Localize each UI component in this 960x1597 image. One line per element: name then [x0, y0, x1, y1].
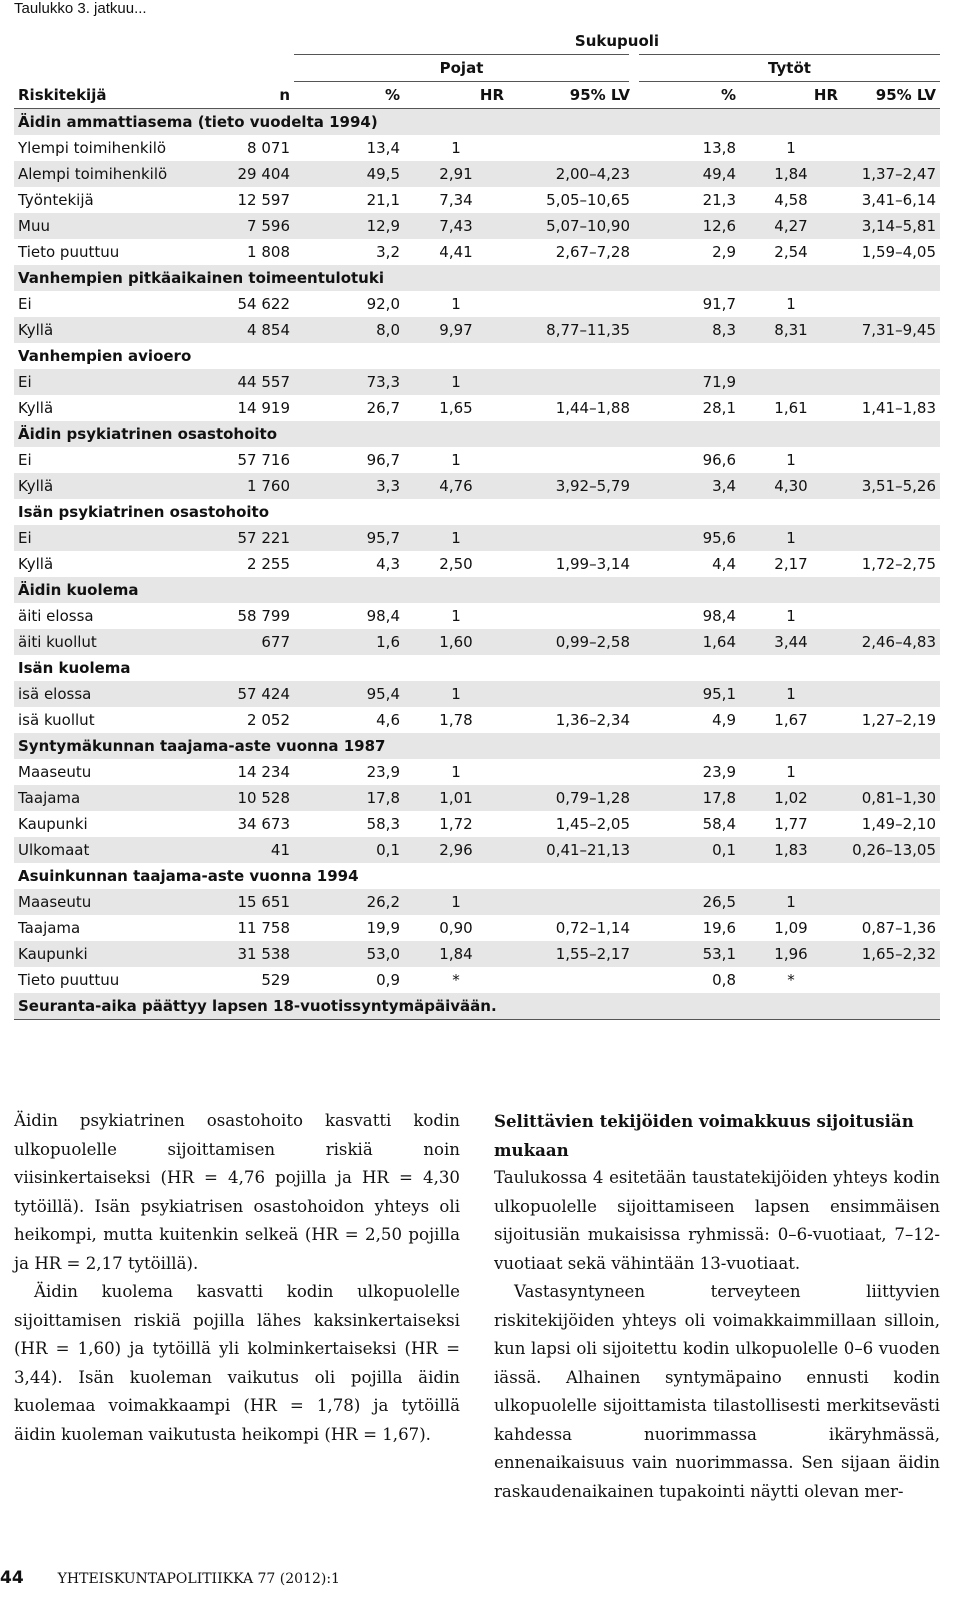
- table-row: [14, 135, 940, 161]
- cell-g-hr: 1: [786, 451, 796, 469]
- paragraph: Vastasyntyneen terveyteen liittyvien riskitekijöiden yhteys oli voimakkaimmillaan silloin, kun lapsi oli sijoitettu kodin ulkopuolelle 0–6 vuoden iässä. Alhainen syntymäpaino ennusti kodin ulkopuolelle sijoittamista tilastollisesti merkitsevästi kahdessa nuorimmassa ikäryhmässä, ennenaikaisuus vain nuorimmassa. Sen sijaan äidin raskaudenaikainen tupakointi näytti olevan mer-: [494, 1282, 940, 1501]
- cell-b-pct: 19,9: [366, 919, 400, 937]
- cell-g-ci: [842, 681, 940, 707]
- header-sukupuoli: Sukupuoli: [294, 28, 940, 55]
- cell-g-hr: 1,67: [774, 711, 808, 729]
- cell-b-pct: 92,0: [366, 295, 400, 313]
- header-boys-hr: HR: [404, 82, 508, 109]
- header-n: n: [210, 82, 294, 109]
- cell-g-hr: 4,58: [774, 191, 808, 209]
- cell-label: Työntekijä: [18, 191, 94, 209]
- cell-n: 44 557: [210, 369, 294, 395]
- cell-g-ci: 3,14–5,81: [842, 213, 940, 239]
- cell-n: 14 919: [237, 399, 290, 417]
- cell-b-pct: 73,3: [294, 369, 404, 395]
- cell-b-ci: 1,44–1,88: [555, 399, 630, 417]
- cell-g-pct: 21,3: [702, 191, 736, 209]
- cell-label: Ylempi toimihenkilö: [18, 139, 167, 157]
- cell-label: Kyllä: [18, 399, 54, 417]
- cell-n: 11 758: [237, 919, 290, 937]
- cell-b-ci: 1,99–3,14: [555, 555, 630, 573]
- table-row: [14, 915, 940, 941]
- cell-g-hr: *: [787, 971, 795, 989]
- cell-b-pct: 0,9: [376, 971, 400, 989]
- cell-label: Maaseutu: [18, 763, 92, 781]
- cell-b-ci: [508, 681, 634, 707]
- section-heading: Selittävien tekijöiden voimakkuus sijoitusiän mukaan: [494, 1111, 914, 1160]
- table-section-row: [14, 109, 940, 136]
- cell-label: äiti kuollut: [14, 629, 210, 655]
- cell-b-hr: 7,43: [404, 213, 508, 239]
- cell-g-ci: [842, 447, 940, 473]
- cell-b-pct: 49,5: [294, 161, 404, 187]
- cell-g-hr: 8,31: [740, 317, 842, 343]
- cell-n: 54 622: [237, 295, 290, 313]
- header-girls-pct: %: [634, 82, 740, 109]
- table-row: [14, 811, 940, 837]
- table-row: [14, 525, 940, 551]
- cell-b-pct: 0,1: [294, 837, 404, 863]
- cell-b-ci: [508, 447, 634, 473]
- cell-g-ci: [842, 291, 940, 317]
- table-footnote-row: [14, 993, 940, 1020]
- table-row: [14, 551, 940, 577]
- cell-n: 41: [210, 837, 294, 863]
- cell-g-hr: 1: [786, 139, 796, 157]
- table-row: [14, 187, 940, 213]
- header-riskitekija: Riskitekijä: [14, 82, 210, 109]
- cell-n: 57 221: [210, 525, 294, 551]
- cell-b-ci: 8,77–11,35: [508, 317, 634, 343]
- cell-g-ci: [842, 889, 940, 915]
- table-footnote: Seuranta-aika päättyy lapsen 18-vuotissyntymäpäivään.: [14, 993, 940, 1020]
- paragraph: Äidin kuolema kasvatti kodin ulkopuolelle sijoittamisen riskiä pojilla lähes kaksinkertaiseksi (HR = 1,60) ja tytöillä yli kolminkertaiseksi (HR = 3,44). Isän kuoleman vaikutus oli pojilla äidin kuolemaa voimakkaampi (HR = 1,78) ja tytöillä äidin kuoleman vaikutusta heikompi (HR = 1,67).: [14, 1282, 460, 1444]
- table-section-row: [14, 265, 940, 291]
- cell-b-ci: 2,67–7,28: [555, 243, 630, 261]
- table-section-row: [14, 577, 940, 603]
- cell-n: 7 596: [210, 213, 294, 239]
- cell-b-hr: 1: [451, 763, 461, 781]
- table-section-row: [14, 733, 940, 759]
- cell-b-ci: 0,99–2,58: [508, 629, 634, 655]
- cell-b-ci: [508, 603, 634, 629]
- cell-n: 12 597: [237, 191, 290, 209]
- cell-b-ci: [508, 525, 634, 551]
- table-row: [14, 889, 940, 915]
- cell-g-pct: 12,6: [634, 213, 740, 239]
- cell-n: 29 404: [210, 161, 294, 187]
- cell-b-pct: 23,9: [366, 763, 400, 781]
- cell-b-pct: 98,4: [366, 607, 400, 625]
- cell-g-hr: 1: [740, 889, 842, 915]
- cell-g-hr: 1,61: [774, 399, 808, 417]
- cell-b-hr: 1,01: [404, 785, 508, 811]
- cell-n: 1 760: [210, 473, 294, 499]
- cell-g-pct: 26,5: [634, 889, 740, 915]
- cell-g-pct: 91,7: [702, 295, 736, 313]
- cell-label: Alempi toimihenkilö: [14, 161, 210, 187]
- cell-n: 58 799: [237, 607, 290, 625]
- header-boys-ci: 95% LV: [508, 82, 634, 109]
- cell-g-pct: 71,9: [634, 369, 740, 395]
- cell-b-hr: *: [452, 971, 460, 989]
- cell-b-ci: [508, 369, 634, 395]
- cell-g-hr: 1,84: [740, 161, 842, 187]
- cell-b-pct: 17,8: [294, 785, 404, 811]
- cell-b-pct: 1,6: [294, 629, 404, 655]
- journal-name: YHTEISKUNTAPOLITIIKKA 77 (2012):1: [57, 1571, 340, 1587]
- table-caption: Taulukko 3. jatkuu...: [14, 0, 147, 17]
- cell-b-hr: 2,50: [439, 555, 473, 573]
- cell-g-pct: 19,6: [702, 919, 736, 937]
- cell-label: Kyllä: [14, 473, 210, 499]
- cell-label: Taajama: [14, 785, 210, 811]
- cell-g-hr: 1,96: [740, 941, 842, 967]
- table-section-row: [14, 421, 940, 447]
- cell-g-pct: 53,1: [634, 941, 740, 967]
- cell-n: 10 528: [210, 785, 294, 811]
- cell-g-ci: 1,59–4,05: [861, 243, 936, 261]
- cell-g-pct: 95,6: [634, 525, 740, 551]
- cell-n: 529: [261, 971, 290, 989]
- cell-b-hr: 1: [451, 295, 461, 313]
- cell-b-ci: [508, 889, 634, 915]
- cell-g-ci: [842, 135, 940, 161]
- header-boys-pct: %: [294, 82, 404, 109]
- cell-n: 4 854: [210, 317, 294, 343]
- cell-label: Kaupunki: [14, 941, 210, 967]
- cell-n: 31 538: [210, 941, 294, 967]
- table-section-row: [14, 863, 940, 889]
- cell-b-hr: 1,72: [439, 815, 473, 833]
- cell-g-hr: 1: [786, 607, 796, 625]
- cell-b-hr: 9,97: [404, 317, 508, 343]
- cell-n: 2 255: [247, 555, 290, 573]
- cell-b-pct: 3,3: [294, 473, 404, 499]
- cell-n: 57 716: [237, 451, 290, 469]
- cell-g-hr: 1: [740, 681, 842, 707]
- cell-g-hr: 1: [786, 763, 796, 781]
- table-row: [14, 941, 940, 967]
- cell-b-ci: 0,41–21,13: [508, 837, 634, 863]
- cell-b-ci: 0,72–1,14: [555, 919, 630, 937]
- cell-label: Ulkomaat: [14, 837, 210, 863]
- cell-b-ci: 2,00–4,23: [508, 161, 634, 187]
- cell-g-hr: [740, 369, 842, 395]
- cell-g-ci: 0,26–13,05: [842, 837, 940, 863]
- cell-b-ci: 3,92–5,79: [508, 473, 634, 499]
- cell-g-ci: 0,81–1,30: [842, 785, 940, 811]
- cell-n: 8 071: [247, 139, 290, 157]
- table-section-row: [14, 343, 940, 369]
- cell-b-pct: 58,3: [366, 815, 400, 833]
- cell-n: 15 651: [210, 889, 294, 915]
- cell-b-pct: 8,0: [294, 317, 404, 343]
- table-row: [14, 785, 940, 811]
- page-footer: [0, 1568, 340, 1588]
- cell-n: 2 052: [247, 711, 290, 729]
- cell-b-pct: 13,4: [366, 139, 400, 157]
- cell-b-ci: 0,79–1,28: [508, 785, 634, 811]
- cell-g-pct: 1,64: [634, 629, 740, 655]
- cell-g-pct: 96,6: [702, 451, 736, 469]
- cell-g-ci: 1,49–2,10: [861, 815, 936, 833]
- cell-g-ci: 1,27–2,19: [861, 711, 936, 729]
- cell-g-hr: 1,77: [774, 815, 808, 833]
- cell-b-ci: 1,55–2,17: [508, 941, 634, 967]
- cell-b-hr: 1: [404, 889, 508, 915]
- cell-n: 14 234: [237, 763, 290, 781]
- table-row: [14, 161, 940, 187]
- table-row: [14, 291, 940, 317]
- table-section-row: [14, 655, 940, 681]
- section-title: Äidin ammattiasema (tieto vuodelta 1994): [14, 109, 940, 136]
- cell-b-hr: 2,91: [404, 161, 508, 187]
- cell-b-pct: 4,6: [376, 711, 400, 729]
- cell-g-pct: 0,8: [712, 971, 736, 989]
- cell-g-pct: 17,8: [634, 785, 740, 811]
- cell-b-hr: 0,90: [439, 919, 473, 937]
- cell-g-pct: 13,8: [702, 139, 736, 157]
- cell-b-pct: 26,2: [294, 889, 404, 915]
- cell-g-ci: 1,41–1,83: [861, 399, 936, 417]
- cell-g-pct: 23,9: [702, 763, 736, 781]
- cell-g-hr: 2,17: [774, 555, 808, 573]
- cell-g-ci: 1,72–2,75: [861, 555, 936, 573]
- table-row: [14, 707, 940, 733]
- cell-b-pct: 21,1: [366, 191, 400, 209]
- cell-label: Ei: [14, 525, 210, 551]
- cell-g-hr: 1: [740, 525, 842, 551]
- cell-b-hr: 1,60: [404, 629, 508, 655]
- cell-g-ci: 1,65–2,32: [842, 941, 940, 967]
- cell-b-ci: 1,45–2,05: [555, 815, 630, 833]
- cell-b-pct: 12,9: [294, 213, 404, 239]
- cell-g-pct: 28,1: [702, 399, 736, 417]
- cell-b-ci: [508, 759, 634, 785]
- cell-g-ci: 7,31–9,45: [842, 317, 940, 343]
- table-row: [14, 967, 940, 993]
- section-title: Syntymäkunnan taajama-aste vuonna 1987: [14, 733, 940, 759]
- cell-b-pct: 3,2: [376, 243, 400, 261]
- cell-g-hr: 2,54: [774, 243, 808, 261]
- table-row: [14, 603, 940, 629]
- paragraph: Äidin psykiatrinen osastohoito kasvatti kodin ulkopuolelle sijoittamisen riskiä noin viisinkertaiseksi (HR = 4,76 pojilla ja HR = 4,30 tytöillä). Isän psykiatrisen osastohoidon yhteys oli heikompi, mutta kuitenkin selkeä (HR = 2,50 pojilla ja HR = 2,17 tytöillä).: [14, 1111, 460, 1273]
- cell-b-ci: [508, 135, 634, 161]
- cell-b-hr: 1: [404, 525, 508, 551]
- cell-b-pct: 4,3: [376, 555, 400, 573]
- cell-b-pct: 53,0: [294, 941, 404, 967]
- cell-g-pct: 58,4: [702, 815, 736, 833]
- cell-b-hr: 1: [451, 139, 461, 157]
- cell-b-ci: 1,36–2,34: [555, 711, 630, 729]
- cell-g-ci: 3,51–5,26: [842, 473, 940, 499]
- header-girls-ci: 95% LV: [842, 82, 940, 109]
- table-row: [14, 473, 940, 499]
- cell-g-ci: 1,37–2,47: [842, 161, 940, 187]
- section-title: Äidin psykiatrinen osastohoito: [14, 421, 940, 447]
- section-title: Isän kuolema: [18, 659, 131, 677]
- section-title: Vanhempien avioero: [18, 347, 192, 365]
- cell-label: Kyllä: [18, 555, 54, 573]
- cell-b-hr: 1: [404, 681, 508, 707]
- cell-n: 57 424: [210, 681, 294, 707]
- cell-g-pct: 4,4: [712, 555, 736, 573]
- cell-b-hr: 4,76: [404, 473, 508, 499]
- cell-n: 1 808: [247, 243, 290, 261]
- cell-label: Muu: [14, 213, 210, 239]
- cell-g-pct: 2,9: [712, 243, 736, 261]
- cell-g-ci: 2,46–4,83: [842, 629, 940, 655]
- risk-table: [14, 28, 940, 1020]
- cell-g-ci: [842, 369, 940, 395]
- paragraph: Taulukossa 4 esitetään taustatekijöiden yhteys kodin ulkopuolelle sijoittamiseen lapsen ensimmäisen sijoitusiän mukaisissa ryhmissä: 0–6-vuotiaat, 7–12-vuotiaat sekä vähintään 13-vuotiaat.: [494, 1168, 940, 1273]
- cell-label: Ei: [14, 369, 210, 395]
- cell-b-ci: 5,05–10,65: [546, 191, 630, 209]
- table-row: [14, 239, 940, 265]
- cell-b-ci: [508, 967, 634, 993]
- cell-label: isä kuollut: [18, 711, 95, 729]
- cell-label: Kyllä: [14, 317, 210, 343]
- cell-g-ci: [842, 759, 940, 785]
- cell-g-hr: 1: [786, 295, 796, 313]
- cell-g-hr: 3,44: [740, 629, 842, 655]
- cell-b-hr: 1,84: [404, 941, 508, 967]
- cell-b-hr: 1,65: [439, 399, 473, 417]
- header-pojat: Pojat: [294, 55, 634, 82]
- table-row: [14, 317, 940, 343]
- cell-b-hr: 7,34: [439, 191, 473, 209]
- cell-b-ci: [508, 291, 634, 317]
- section-title: Äidin kuolema: [14, 577, 940, 603]
- cell-g-ci: [842, 967, 940, 993]
- cell-g-hr: 1,09: [774, 919, 808, 937]
- table-row: [14, 213, 940, 239]
- section-title: Isän psykiatrinen osastohoito: [18, 503, 270, 521]
- cell-b-hr: 4,41: [439, 243, 473, 261]
- cell-g-hr: 1,83: [740, 837, 842, 863]
- cell-label: Ei: [18, 295, 32, 313]
- cell-g-pct: 98,4: [702, 607, 736, 625]
- cell-n: 34 673: [237, 815, 290, 833]
- cell-label: Kaupunki: [18, 815, 88, 833]
- cell-label: Taajama: [18, 919, 81, 937]
- page-number: 44: [0, 1568, 24, 1588]
- cell-g-ci: 3,41–6,14: [861, 191, 936, 209]
- table-section-row: [14, 499, 940, 525]
- cell-g-ci: [842, 525, 940, 551]
- cell-b-pct: 26,7: [366, 399, 400, 417]
- header-tytot: Tytöt: [634, 55, 940, 82]
- cell-b-hr: 1: [404, 369, 508, 395]
- cell-g-pct: 0,1: [634, 837, 740, 863]
- cell-b-pct: 95,4: [294, 681, 404, 707]
- table-row: [14, 629, 940, 655]
- cell-label: Tieto puuttuu: [18, 243, 120, 261]
- cell-n: 677: [210, 629, 294, 655]
- cell-b-hr: 2,96: [404, 837, 508, 863]
- table-row: [14, 681, 940, 707]
- section-title: Asuinkunnan taajama-aste vuonna 1994: [18, 867, 359, 885]
- cell-g-hr: 4,30: [740, 473, 842, 499]
- cell-g-pct: 95,1: [634, 681, 740, 707]
- table-row: [14, 395, 940, 421]
- cell-label: Ei: [18, 451, 32, 469]
- cell-b-pct: 95,7: [294, 525, 404, 551]
- cell-label: Tieto puuttuu: [18, 971, 120, 989]
- right-text-column: [494, 1107, 940, 1506]
- cell-g-pct: 49,4: [634, 161, 740, 187]
- cell-b-hr: 1: [451, 451, 461, 469]
- section-title: Vanhempien pitkäaikainen toimeentulotuki: [14, 265, 940, 291]
- cell-label: äiti elossa: [18, 607, 94, 625]
- table-row: [14, 837, 940, 863]
- cell-g-pct: 8,3: [634, 317, 740, 343]
- cell-g-hr: 1,02: [740, 785, 842, 811]
- cell-b-hr: 1,78: [439, 711, 473, 729]
- cell-label: Maaseutu: [14, 889, 210, 915]
- cell-b-ci: 5,07–10,90: [508, 213, 634, 239]
- cell-g-ci: [842, 603, 940, 629]
- cell-g-ci: 0,87–1,36: [861, 919, 936, 937]
- cell-g-pct: 4,9: [712, 711, 736, 729]
- table-row: [14, 447, 940, 473]
- table-row: [14, 369, 940, 395]
- left-text-column: [14, 1107, 460, 1449]
- cell-g-pct: 3,4: [634, 473, 740, 499]
- cell-label: isä elossa: [14, 681, 210, 707]
- table-row: [14, 759, 940, 785]
- cell-g-hr: 4,27: [740, 213, 842, 239]
- cell-b-hr: 1: [451, 607, 461, 625]
- header-girls-hr: HR: [740, 82, 842, 109]
- cell-b-pct: 96,7: [366, 451, 400, 469]
